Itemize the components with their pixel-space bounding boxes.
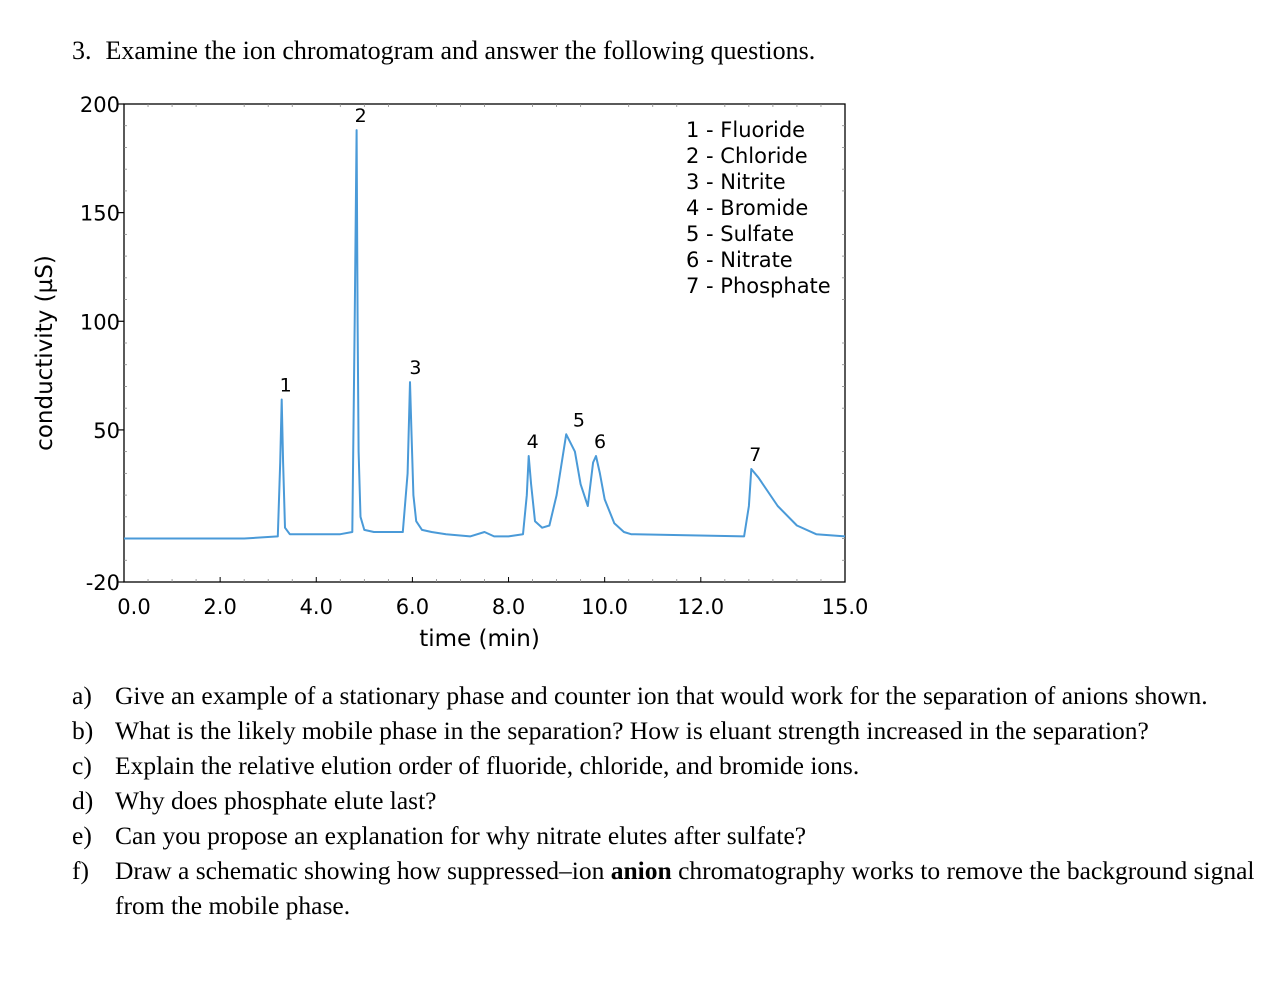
peak-label: 7	[749, 444, 762, 467]
legend-entry: 6 - Nitrate	[686, 248, 793, 272]
peak-label: 3	[409, 357, 422, 380]
question-part-c	[72, 748, 1272, 783]
part-text-end: chromatography works to remove the background signal from the mobile phase.	[115, 856, 1255, 920]
part-label: c)	[72, 751, 92, 780]
ion-chromatogram-chart	[0, 85, 900, 660]
part-text: Can you propose an explanation for why nitrate elutes after sulfate?	[115, 821, 807, 850]
question-parts	[72, 678, 1272, 923]
part-text: What is the likely mobile phase in the separation? How is eluant strength increased in the separation?	[115, 716, 1149, 745]
question-part-b	[72, 713, 1272, 748]
y-tick-label: 100	[79, 310, 120, 335]
part-text: Why does phosphate elute last?	[115, 786, 437, 815]
peak-label: 4	[526, 430, 539, 453]
question-heading	[72, 36, 815, 66]
legend-entry: 3 - Nitrite	[686, 170, 786, 194]
part-label: a)	[72, 681, 92, 710]
x-tick-label: 4.0	[299, 595, 333, 619]
legend-entry: 5 - Sulfate	[686, 222, 795, 246]
part-label: f)	[72, 856, 89, 885]
x-tick-label: 2.0	[203, 595, 237, 619]
part-text: Explain the relative elution order of fluoride, chloride, and bromide ions.	[115, 751, 860, 780]
x-tick-label: 0.0	[117, 595, 151, 619]
question-part-a	[72, 678, 1272, 713]
x-tick-label: 15.0	[821, 595, 869, 619]
part-text	[115, 853, 1272, 923]
part-label: b)	[72, 716, 94, 745]
x-axis-title: time (min)	[419, 626, 540, 652]
peak-label: 5	[572, 409, 585, 432]
y-tick-label: 150	[79, 201, 120, 226]
part-text-bold: anion	[610, 856, 672, 885]
x-tick-label: 12.0	[677, 595, 725, 619]
part-label: e)	[72, 821, 92, 850]
peak-label: 6	[593, 430, 607, 453]
x-tick-label: 6.0	[395, 595, 430, 619]
question-part-d	[72, 783, 1272, 818]
y-tick-label: 50	[93, 418, 120, 443]
x-tick-label: 10.0	[581, 595, 629, 619]
question-part-f	[72, 853, 1272, 923]
y-axis-title: conductivity (µS)	[32, 255, 58, 451]
y-tick-label: 200	[79, 93, 120, 117]
part-text: Give an example of a stationary phase and counter ion that would work for the separation of anions shown.	[115, 681, 1208, 710]
question-part-e	[72, 818, 1272, 853]
question-number: 3.	[72, 36, 92, 65]
part-text-start: Draw a schematic showing how suppressed–ion	[115, 856, 611, 885]
question-text: Examine the ion chromatogram and answer the following questions.	[105, 36, 816, 65]
peak-label: 2	[354, 105, 367, 128]
legend-entry: 7 - Phosphate	[686, 274, 831, 298]
legend-entry: 4 - Bromide	[686, 196, 809, 220]
x-tick-label: 8.0	[491, 595, 526, 619]
part-label: d)	[72, 786, 94, 815]
peak-label: 1	[279, 374, 292, 397]
legend-entry: 1 - Fluoride	[686, 118, 806, 142]
y-tick-label: -20	[85, 571, 120, 595]
legend-entry: 2 - Chloride	[686, 144, 808, 168]
